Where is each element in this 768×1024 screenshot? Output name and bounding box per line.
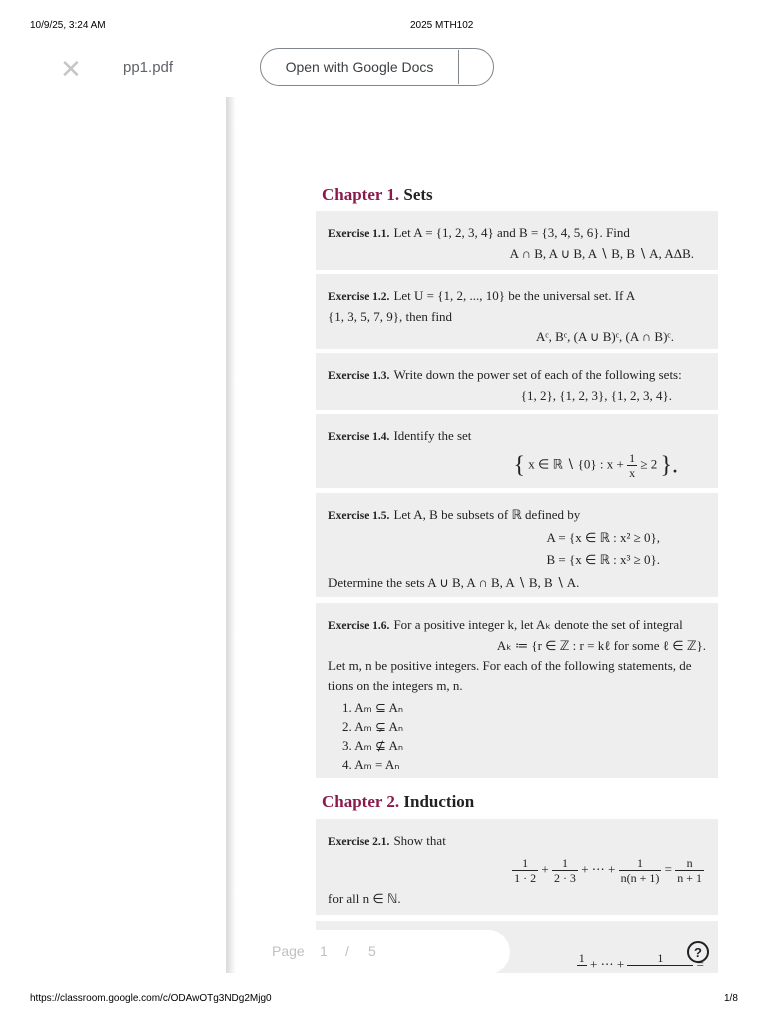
chapter-number: Chapter 1. — [322, 185, 400, 204]
exercise-1-3 — [316, 353, 718, 410]
page-separator: / — [345, 943, 349, 959]
exercise-text: for all n ∈ ℕ. — [328, 891, 401, 906]
exercise-math: {1, 2}, {1, 2, 3}, {1, 2, 3, 4}. — [520, 388, 672, 403]
exercise-1-6 — [316, 603, 718, 778]
exercise-text: For a positive integer k, let Aₖ denote the set of integral — [393, 617, 683, 632]
exercise-math: A ∩ B, A ∪ B, A ∖ B, B ∖ A, AΔB. — [509, 246, 694, 261]
exercise-text: Let A = {1, 2, 3, 4} and B = {3, 4, 5, 6}. Find — [393, 225, 630, 240]
file-name: pp1.pdf — [123, 59, 174, 76]
fraction: $\frac{1}{n(n + 1)}$ — [620, 856, 660, 885]
exercise-title: Exercise 1.3. — [328, 370, 390, 382]
exercise-text: Let A, B be subsets of ℝ defined by — [393, 507, 581, 522]
pdf-page — [236, 97, 718, 973]
fraction: $\frac{1}{x}$ — [629, 451, 636, 480]
chapter-title: Induction — [403, 792, 475, 811]
exercise-title: Exercise 1.5. — [328, 510, 390, 522]
exercise-text: Identify the set — [393, 428, 472, 443]
exercise-title: Exercise 1.4. — [328, 431, 390, 443]
fraction: $\frac{1}{2 \cdot 3}$ — [553, 856, 576, 885]
exercise-title: Exercise 1.2. — [328, 291, 390, 303]
list-item: 4. Aₘ = Aₙ — [342, 757, 400, 772]
exercise-math: Aᶜ, Bᶜ, (A ∪ B)ᶜ, (A ∩ B)ᶜ. — [535, 329, 674, 344]
page-label: Page — [272, 943, 305, 959]
dropdown-toggle[interactable] — [459, 49, 493, 85]
exercise-text: Write down the power set of each of the following sets: — [393, 367, 682, 382]
fraction: $\frac{1}{1 \cdot 2}$ — [514, 856, 537, 885]
exercise-math: 1 + ⋯ + 1 = — [328, 951, 706, 973]
exercise-title: Exercise 1.6. — [328, 620, 390, 632]
exercise-2-1 — [316, 819, 718, 915]
exercise-math: B = {x ∈ ℝ : x³ ≥ 0}. — [546, 552, 660, 567]
exercise-title: Exercise 2.1. — [328, 836, 390, 848]
exercise-1-1 — [316, 211, 718, 270]
open-with-google-docs-button[interactable] — [260, 48, 494, 86]
exercise-text: Let U = {1, 2, ..., 10} be the universal set. If A — [393, 288, 636, 303]
print-timestamp: 10/9/25, 3:24 AM — [30, 20, 106, 31]
exercise-math: $\frac{1}{1 \cdot 2}$ + $\frac{1}{2 \cdot 3}$ + ⋯ + $\frac{1}{n(n + 1)}$ = $\frac{n}{n + 1}$ — [514, 856, 702, 885]
close-icon[interactable]: ✕ — [60, 54, 82, 84]
chapter-1-heading — [322, 185, 433, 205]
exercise-text: {1, 3, 5, 7, 9}, then find — [328, 309, 453, 324]
exercise-math: { x ∈ ℝ ∖ {0} : x + $\frac{1}{x}$ ≥ 2 }. — [513, 451, 678, 480]
exercise-math: A = {x ∈ ℝ : x² ≥ 0}, — [546, 530, 660, 545]
exercise-1-5 — [316, 493, 718, 597]
list-item: 3. Aₘ ⊈ Aₙ — [342, 738, 404, 753]
exercise-1-2 — [316, 274, 718, 349]
exercise-text: tions on the integers m, n. — [328, 678, 463, 693]
exercise-title: Exercise 1.1. — [328, 228, 390, 240]
exercise-text: Determine the sets A ∪ B, A ∩ B, A ∖ B, B ∖ A. — [328, 575, 580, 590]
current-page: 1 — [320, 943, 328, 959]
fraction: 1 — [578, 951, 585, 965]
page-shadow — [226, 97, 236, 973]
page-indicator — [258, 930, 510, 974]
chapter-number: Chapter 2. — [322, 792, 400, 811]
exercise-text: Let m, n be positive integers. For each of the following statements, de — [328, 658, 692, 673]
help-icon[interactable]: ? — [687, 941, 709, 963]
open-with-label: Open with Google Docs — [285, 59, 434, 75]
statement-list — [342, 698, 706, 774]
fraction: 1 — [627, 951, 693, 973]
list-item: 2. Aₘ ⊊ Aₙ — [342, 719, 404, 734]
chapter-2-heading — [322, 792, 474, 812]
print-page-number: 1/8 — [724, 993, 738, 1004]
chapter-title: Sets — [403, 185, 433, 204]
exercise-text: Show that — [393, 833, 446, 848]
exercise-1-4 — [316, 414, 718, 488]
print-title: 2025 MTH102 — [410, 20, 474, 31]
list-item: 1. Aₘ ⊆ Aₙ — [342, 700, 404, 715]
total-pages: 5 — [368, 943, 376, 959]
fraction: $\frac{n}{n + 1}$ — [677, 856, 702, 885]
print-url: https://classroom.google.com/c/ODAwOTg3NDg2Mjg0 — [30, 993, 272, 1004]
exercise-math: Aₖ ≔ {r ∈ ℤ : r = kℓ for some ℓ ∈ ℤ}. — [496, 638, 706, 653]
